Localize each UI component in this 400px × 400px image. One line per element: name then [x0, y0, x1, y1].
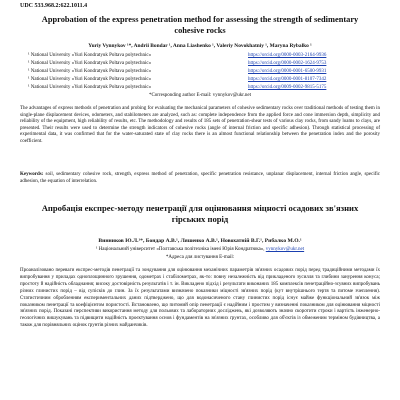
corresponding-author-ukrainian: *Адреса для листування E-mail:	[165, 255, 235, 260]
affiliation-row	[28, 77, 368, 84]
orcid-link[interactable]: https://orcid.org/0000-0002-1624-9753	[248, 61, 327, 66]
email-link[interactable]: vynnykov@ukr.net	[265, 247, 305, 252]
affiliation-text: ¹ National University «Yuri Kondratyuk Poltava polytechnic»	[28, 53, 152, 58]
abstract-english: The advantages of express methods of penetration and probing for evaluating the mechanical parameters of cohesive sedimentary rocks over traditional methods of testing them in single-plane displacement devices, odometers, and stabilometers are analyzed, such as: complete independence from the applied force and cone immersion depth, simplicity and reliability of the equipment, high reliability of results, etc. The methodology and results of 185 sets of penetration-shear tests of various clay rocks, from sandy loams to clays, are presented. Their results were used to determine the strength indicators of cohesive rocks (angle of internal friction and specific adhesion). Through statistical processing of experimental data, it was confirmed that for the water-saturated state of clay rocks there is an almost functional relationship between the penetration index and the porosity coefficient.	[20, 106, 380, 144]
abstract-ukrainian: Проаналізовано переваги експрес-методів пенетрації та зондування для оцінювання механічних параметрів зв'язних осадових порід перед традиційними методами їх випробування у приладах одноплощинного зрушення, одометрах і стабілометрах, як-то: повну незалежність від прикладеного зусилля та глибини занурення конуса; простоту й надійність обладнання; високу достовірність результатів і т. ін. Викладено підхід і результати виконаних 185 комплексів пенетраційно-зсувних випробувань різних глинистих порід – від супісків до глин. За їх результатами визначено показники міцності зв'язних порід (кут внутрішнього тертя та питоме зчеплення). Статистичним обробленням експериментальних даних підтверджено, що для водонасиченого стану глинистих порід існує майже функціональний зв'язок між показником пенетрації та коефіцієнтом пористості. Встановлено, що питомий опір пенетрації є надійним і простим у визначенні показником для оцінювання міцності зв'язних порід. Показані перспективи використання методу для польових та лабораторних досліджень, які дозволяють значно скоротити строки і вартість інженерно-геологічних вишукувань та підвищити надійність проєктування основ і фундаментів на зв'язних ґрунтах, особливо для об'єктів із обмеженим терміном будівництва, а також для порівняльних оцінок ґрунтів різних майданчиків.	[20, 268, 380, 329]
affiliation-ukrainian	[30, 247, 370, 252]
affiliation-row	[28, 53, 368, 60]
authors-english: Yuriy Vynnykov ¹*, Andrii Bondar ¹, Anna Liashenko ¹, Valeriy Novokhatniy ¹, Maryna Rybalko ¹	[88, 43, 312, 49]
keywords-label: Keywords:	[20, 172, 44, 177]
orcid-link[interactable]: https://orcid.org/0000-0003-2164-9936	[248, 53, 327, 58]
affiliation-row	[28, 85, 368, 92]
orcid-link[interactable]: https://orcid.org/0000-0001-6500-9931	[248, 69, 327, 74]
affiliation-text: ¹ National University «Yuri Kondratyuk Poltava polytechnic»	[28, 85, 152, 90]
orcid-link[interactable]: https://orcid.org/0000-0001-8107-7342	[248, 77, 327, 82]
affiliation-row	[28, 69, 368, 76]
udc-code: UDC 533.968.2:622.1011.4	[20, 3, 88, 9]
affiliation-row	[28, 61, 368, 68]
affiliation-text: ¹ National University «Yuri Kondratyuk Poltava polytechnic»	[28, 61, 152, 66]
orcid-link[interactable]: https://orcid.org/0009-0002-9815-5175	[248, 85, 327, 90]
affiliation-ua-text: ¹ Національний університет «Полтавська політехніка імені Юрія Кондратюка»,	[95, 247, 265, 252]
affiliation-text: ¹ National University «Yuri Kondratyuk Poltava polytechnic»	[28, 77, 152, 82]
keywords	[20, 172, 380, 185]
authors-ukrainian: Винников Ю.Л.¹*, Бондар А.В.¹, Ляшенко А.В.¹, Новохатній В.Г.¹, Рибалко М.О.¹	[98, 238, 302, 244]
corresponding-author-english: *Corresponding author E-mail: vynnykov@ukr.net	[148, 93, 252, 98]
title-english: Approbation of the express penetration method for assessing the strength of sedimentary cohesive rocks	[41, 15, 359, 35]
title-ukrainian: Апробація експрес-методу пенетрації для оцінювання міцності осадових зв'язних гірських порід	[41, 203, 359, 224]
keywords-text: soil, sedimentary cohesive rock, strength, express method of penetration, specific penetration resistance, unplanar displacement, internal friction angle, specific adhesion, the equation of interrelation.	[20, 172, 381, 184]
affiliation-text: ¹ National University «Yuri Kondratyuk Poltava polytechnic»	[28, 69, 152, 74]
